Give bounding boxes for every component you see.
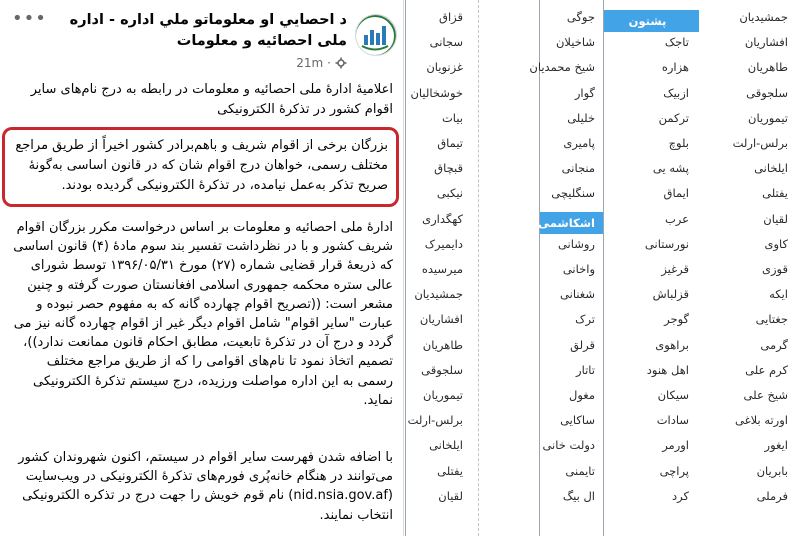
ethnic-group-item[interactable]: شیخ علی — [743, 388, 788, 402]
ethnic-group-item[interactable]: سلجوقی — [421, 362, 463, 377]
ethnic-group-item[interactable]: روشانی — [557, 236, 595, 251]
ethnic-group-item[interactable]: شاخیلان — [555, 35, 595, 50]
more-dots-icon: ••• — [12, 8, 47, 29]
ethnic-group-item[interactable]: سادات — [656, 413, 689, 428]
list-column-3 — [529, 0, 603, 536]
more-options-button[interactable] — [12, 8, 47, 29]
ethnic-group-item[interactable]: سجانی — [429, 35, 463, 50]
ethnic-group-item[interactable]: تیماق — [437, 136, 463, 150]
ethnic-group-item[interactable]: فرملی — [756, 488, 788, 503]
ethnic-group-item[interactable]: قزاق — [439, 10, 463, 24]
highlighted-paragraph: بزرگان برخی از اقوام شریف و باهم‌برادر کشور اخیراً از طریق مراجع مختلف رسمی، خواهان درج اقوام شان که در قانون اساسی به‌گونهٔ صریح تذکر به‌عمل نیامده، در تذکرهٔ الکترونیکی گردیده بودند. — [2, 127, 399, 207]
ethnic-group-item[interactable]: ایغور — [764, 438, 788, 453]
list-column-2 — [603, 0, 699, 536]
ethnic-groups-list-panel — [405, 0, 800, 536]
ethnic-group-item[interactable]: گوار — [574, 85, 595, 100]
ethnic-group-item[interactable]: طاهریان — [422, 337, 463, 352]
ethnic-group-item[interactable]: ایکه — [769, 287, 788, 302]
post-meta — [296, 56, 347, 70]
ethnic-group-item[interactable]: ایلخانی — [754, 161, 788, 176]
ethnic-group-item[interactable]: اهل هنود — [646, 362, 689, 377]
ethnic-group-item[interactable]: کاوی — [764, 236, 788, 251]
ethnic-group-item[interactable]: براهوی — [655, 337, 689, 352]
list-column-1 — [699, 0, 800, 536]
ethnic-group-item[interactable]: عرب — [664, 211, 689, 226]
ethnic-group-item[interactable]: کهگداری — [422, 211, 463, 226]
ethnic-group-item[interactable]: برلس-ارلت — [732, 136, 788, 150]
ethnic-group-item[interactable]: قزلباش — [652, 287, 689, 302]
ethnic-group-item[interactable]: هزاره — [661, 60, 689, 75]
decision-paragraph: ادارهٔ ملی احصائیه و معلومات بر اساس درخواست مکرر بزرگان اقوام شریف کشور و با در نظرداشت تفسیر بند سوم مادهٔ (۴) قانون اساسی که ذریعهٔ قرار قضایی شماره (۲۷) مورخ ۱۳۹۶/۰۵/۳۱ توسط شورای عالی ستره محکمه جمهوری اسلامی افغانستان صورت گرفته و چنین مشعر است: ((تصریح اقوام چهارده گانه که به مفهوم حصر نبوده و عبارت "سایر اقوام" شامل اقوام دیگر غیر از اقوام چهارده گانه نیز می گردد و درج آن در تذکرهٔ تابعیت، مطابق احکام قانون ممانعت ندارد))، تصمیم اتخاذ نمود تا نام‌های اقوامی را که از طریق مراجع مختلف رسمی به این اداره مواصلت ورزیده، درج سیستم تذکرهٔ الکترونیکی نماید. — [13, 220, 393, 408]
ethnic-group-item[interactable]: نیکبی — [436, 186, 463, 201]
ethnic-group-item[interactable]: ایماق — [663, 186, 689, 201]
website-paragraph: با اضافه شدن فهرست سایر اقوام در سیستم، اکنون شهروندان کشور می‌توانند در هنگام خانه‌پُری فورم‌های تذکرهٔ الکترونیکی در ویب‌سایت (nid.nsia.gov.af) نام قوم خویش را جهت درج در تذکره الکترونیکی انتخاب نمایند. — [18, 450, 393, 523]
ethnic-group-item[interactable]: اورته بلاغی — [735, 413, 788, 428]
ethnic-group-item[interactable]: افشاریان — [744, 35, 788, 50]
ethnic-group-item[interactable]: غزنویان — [426, 60, 463, 75]
ethnic-group-item[interactable]: پراچی — [659, 463, 689, 478]
post-time[interactable]: 21m — [296, 56, 324, 70]
ethnic-group-item[interactable]: تاجک — [664, 35, 689, 50]
ethnic-group-item[interactable]: ساکایی — [560, 413, 595, 428]
page-avatar[interactable] — [355, 14, 397, 56]
ethnic-group-item[interactable]: اشکاشمی — [540, 212, 603, 234]
nsia-logo-icon — [355, 15, 396, 56]
ethnic-group-item[interactable]: سیکان — [657, 388, 689, 402]
ethnic-group-item[interactable]: دولت خانی — [542, 438, 595, 453]
ethnic-group-item[interactable]: ایلخانی — [429, 438, 463, 453]
ethnic-group-item[interactable]: واخانی — [562, 262, 595, 276]
ethnic-group-item[interactable]: اورمر — [662, 438, 689, 453]
ethnic-group-item[interactable]: کرم علی — [745, 362, 788, 377]
ethnic-group-item[interactable]: خلیلی — [567, 110, 595, 125]
meta-separator: · — [327, 56, 331, 70]
ethnic-group-item[interactable]: جمشیدیان — [739, 10, 788, 24]
ethnic-group-item[interactable]: تاتار — [576, 362, 595, 377]
ethnic-group-item[interactable]: لقیان — [438, 488, 463, 503]
ethnic-group-item[interactable]: جغتایی — [755, 312, 788, 327]
ethnic-group-item[interactable]: قبچاق — [434, 161, 463, 176]
ethnic-group-item[interactable]: قرغیز — [661, 262, 689, 276]
ethnic-group-item[interactable]: بلوچ — [668, 136, 689, 150]
ethnic-group-item[interactable]: ترکمن — [658, 110, 689, 125]
ethnic-group-item[interactable]: نورستانی — [644, 236, 689, 251]
ethnic-group-item[interactable]: شغنانی — [560, 287, 595, 302]
ethnic-group-item[interactable]: یفتلی — [762, 186, 788, 201]
ethnic-group-item[interactable]: جمشیدیان — [414, 287, 463, 302]
ethnic-group-item[interactable]: سلجوقی — [746, 85, 788, 100]
ethnic-group-item[interactable]: منجانی — [561, 161, 595, 176]
ethnic-group-item[interactable]: مغول — [568, 388, 595, 402]
ethnic-group-item[interactable]: گرمی — [760, 337, 788, 352]
ethnic-group-item[interactable]: برلس-ارلت — [407, 413, 463, 428]
ethnic-group-item[interactable]: یفتلی — [437, 463, 463, 478]
ethnic-group-item[interactable]: ال بیگ — [562, 488, 595, 503]
ethnic-group-item[interactable]: قرلق — [570, 337, 595, 352]
ethnic-group-item[interactable]: پشتون — [604, 10, 699, 32]
list-column-4 — [405, 0, 539, 536]
ethnic-group-item[interactable]: پامیری — [563, 136, 595, 150]
ethnic-group-item[interactable]: خوشخالیان — [410, 85, 463, 100]
ethnic-group-item[interactable]: طاهریان — [747, 60, 788, 75]
ethnic-group-item[interactable]: دایمیرک — [424, 236, 463, 251]
gear-icon[interactable] — [335, 57, 347, 69]
page-name-link[interactable]: د احصايي او معلوماتو ملي اداره - اداره ملی احصائیه و معلومات — [69, 12, 347, 49]
ethnic-group-item[interactable]: میرسیده — [421, 262, 463, 276]
post-header — [36, 8, 397, 78]
ethnic-group-item[interactable]: بیات — [441, 110, 463, 125]
ethnic-group-item[interactable]: تیموریان — [748, 110, 788, 125]
ethnic-group-item[interactable]: افشاریان — [419, 312, 463, 327]
ethnic-group-item[interactable]: پشه یی — [652, 161, 689, 176]
ethnic-group-item[interactable]: تایمنی — [565, 463, 595, 478]
ethnic-group-item[interactable]: تیموریان — [423, 388, 463, 402]
ethnic-group-item[interactable]: جوگی — [566, 10, 595, 24]
ethnic-group-item[interactable]: لقیان — [763, 211, 788, 226]
post-title-paragraph: اعلامیهٔ ادارهٔ ملی احصائیه و معلومات در رابطه به درج نام‌های سایر اقوام کشور در تذکرهٔ الکترونیکی — [30, 82, 393, 117]
ethnic-group-item[interactable]: قوزی — [762, 262, 788, 276]
ethnic-group-item[interactable]: ترک — [575, 312, 595, 327]
ethnic-group-item[interactable]: کرد — [672, 488, 689, 503]
ethnic-group-item[interactable]: سنگلیچی — [551, 186, 595, 201]
ethnic-group-item[interactable]: بابریان — [756, 463, 788, 478]
ethnic-group-item[interactable]: شیخ محمدیان — [529, 60, 595, 75]
ethnic-group-item[interactable]: گوجر — [664, 312, 689, 327]
ethnic-group-item[interactable]: ازبیک — [663, 85, 689, 100]
